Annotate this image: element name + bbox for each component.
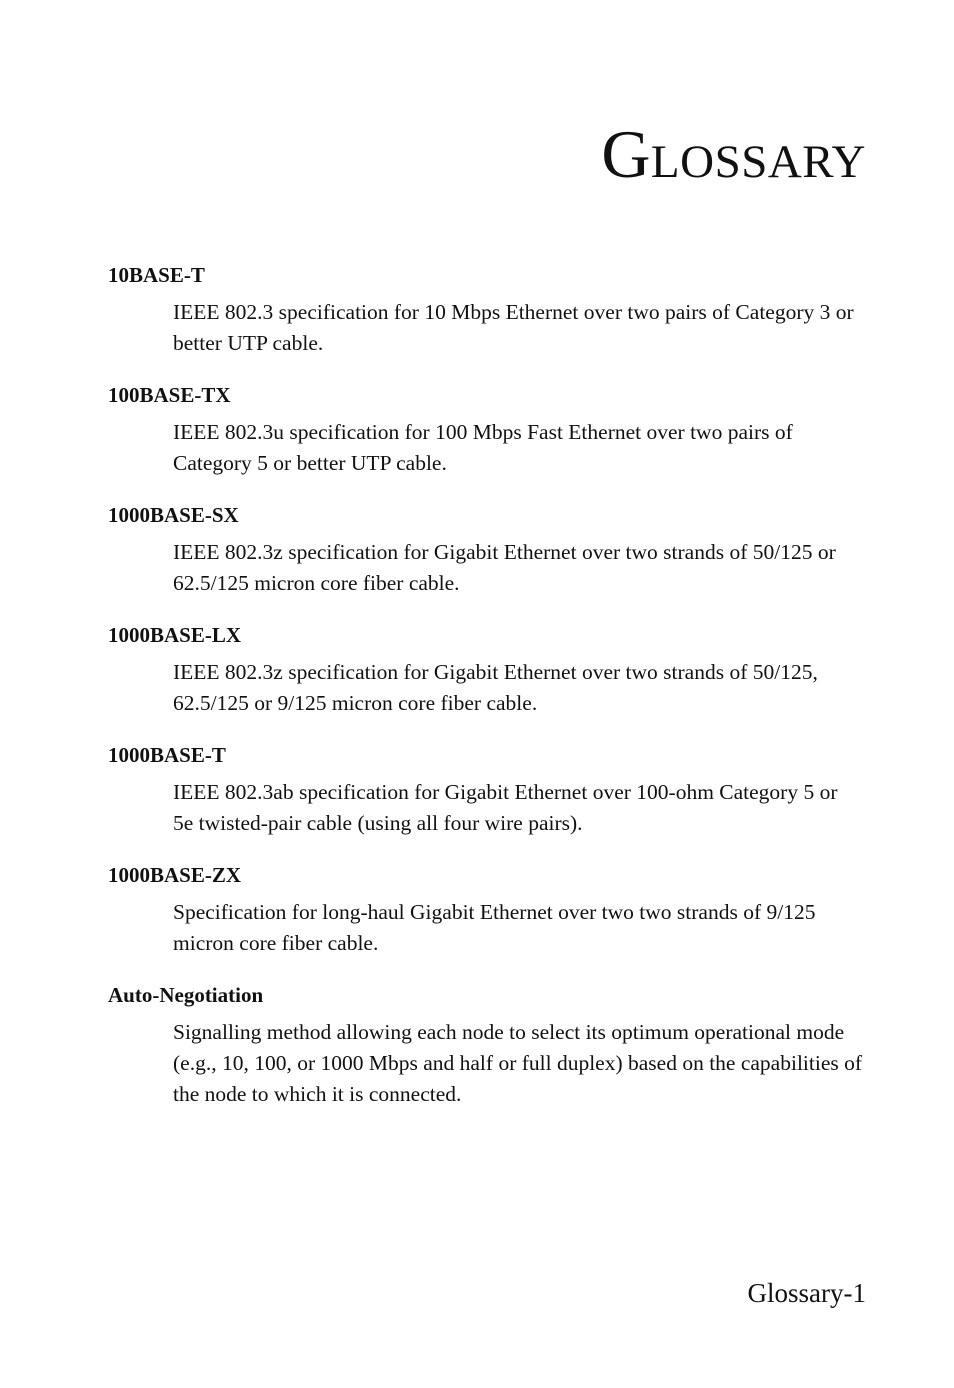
glossary-definition: Specification for long-haul Gigabit Ethernet over two two strands of 9/125 micron core fiber cable. [173,900,816,955]
glossary-entry [108,982,868,1110]
glossary-entries [108,262,868,1133]
glossary-term: 1000BASE-SX [108,503,239,527]
glossary-definition: IEEE 802.3u specification for 100 Mbps Fast Ethernet over two pairs of Category 5 or better UTP cable. [173,420,793,475]
glossary-term: 100BASE-TX [108,383,231,407]
glossary-entry [108,622,868,719]
glossary-definition: IEEE 802.3z specification for Gigabit Ethernet over two strands of 50/125 or 62.5/125 micron core fiber cable. [173,540,836,595]
glossary-entry [108,742,868,839]
glossary-definition: Signalling method allowing each node to select its optimum operational mode (e.g., 10, 100, or 1000 Mbps and half or full duplex) based on the capabilities of the node to which it is connected. [173,1020,863,1106]
glossary-definition: IEEE 802.3 specification for 10 Mbps Ethernet over two pairs of Category 3 or better UTP cable. [173,300,854,355]
glossary-entry [108,262,868,359]
glossary-entry [108,502,868,599]
glossary-entry [108,862,868,959]
glossary-term: 1000BASE-ZX [108,863,242,887]
page-title-initial: G [601,116,651,192]
page-title-rest: LOSSARY [650,136,866,188]
glossary-definition: IEEE 802.3z specification for Gigabit Ethernet over two strands of 50/125, 62.5/125 or 9/125 micron core fiber cable. [173,660,818,715]
glossary-entry [108,382,868,479]
glossary-term: Auto-Negotiation [108,983,264,1007]
glossary-definition: IEEE 802.3ab specification for Gigabit Ethernet over 100-ohm Category 5 or 5e twisted-pair cable (using all four wire pairs). [173,780,838,835]
page-title [601,116,866,192]
page-number: Glossary-1 [747,1278,866,1308]
glossary-term: 1000BASE-LX [108,623,242,647]
glossary-term: 1000BASE-T [108,743,226,767]
glossary-term: 10BASE-T [108,263,205,287]
